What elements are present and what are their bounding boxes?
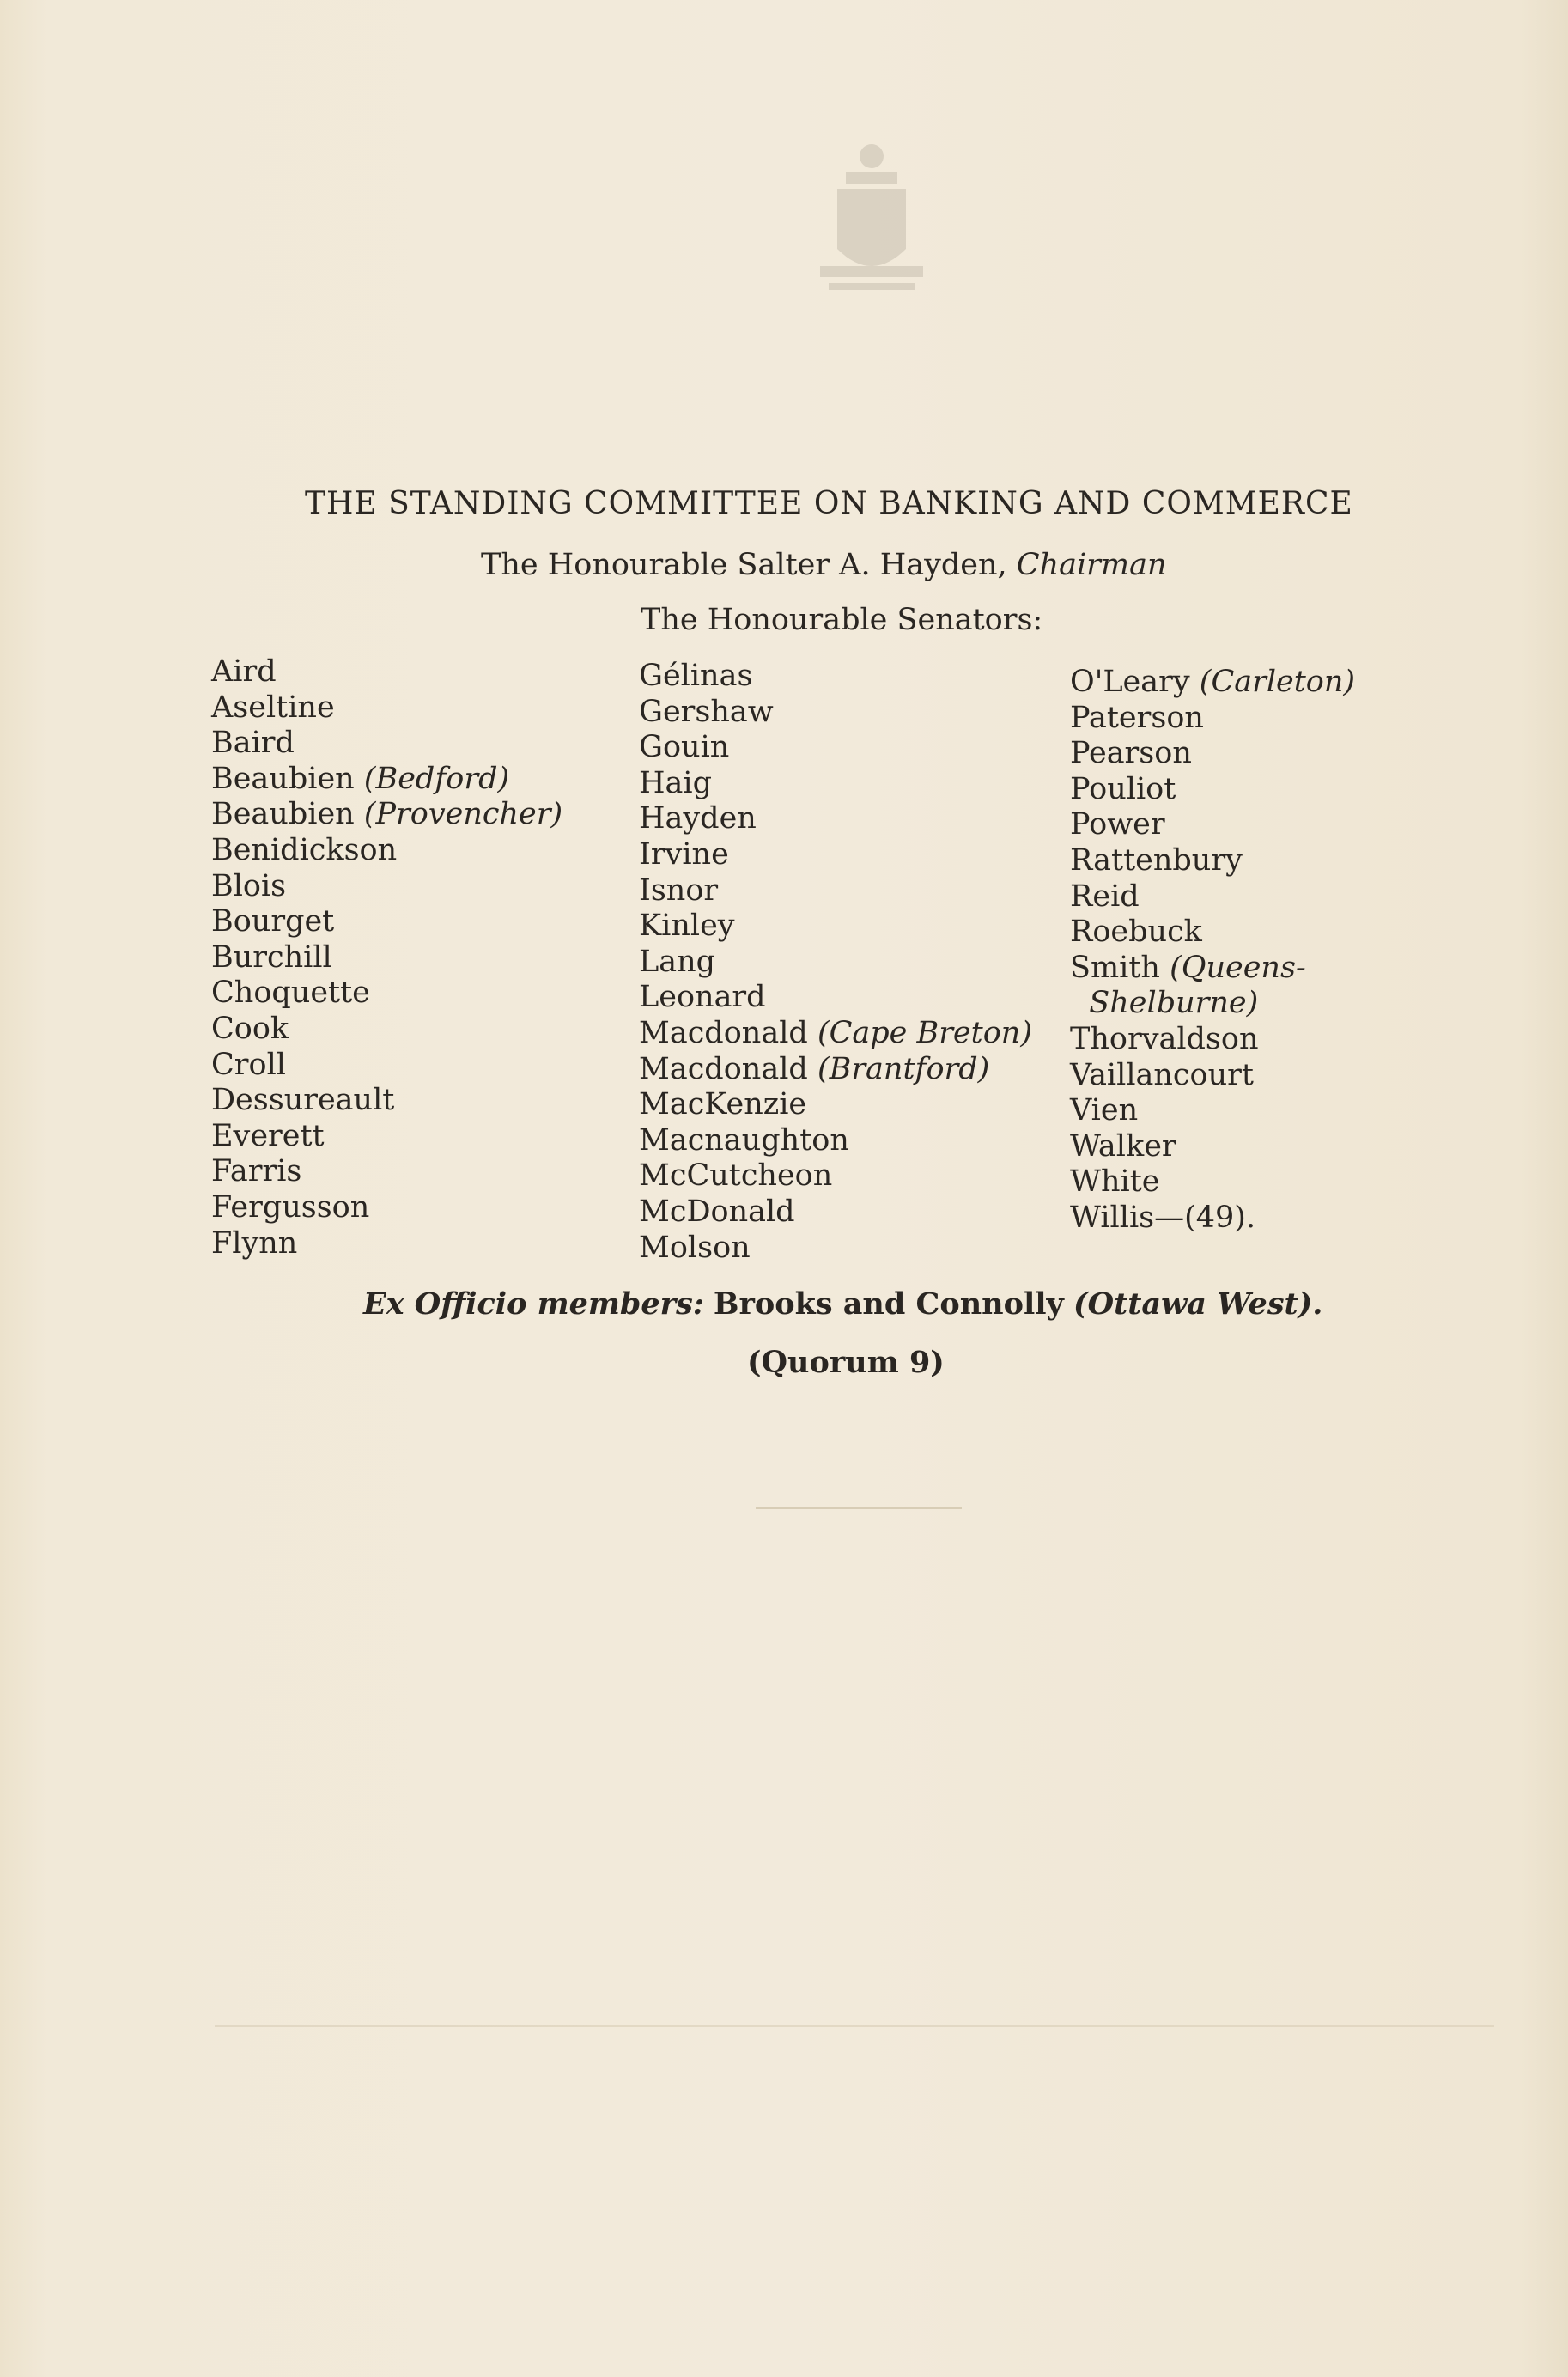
senator-entry <box>211 654 562 690</box>
senator-name: Gélinas <box>639 659 753 693</box>
senator-entry <box>211 833 562 869</box>
senator-name: White <box>1070 1164 1160 1200</box>
senator-name: Roebuck <box>1070 915 1202 950</box>
senator-entry <box>1070 736 1355 772</box>
senator-entry <box>211 1083 562 1119</box>
senator-name: Molson <box>639 1230 751 1265</box>
senator-entry <box>639 1158 1032 1195</box>
senator-entry <box>1070 843 1355 879</box>
senator-entry <box>211 1226 562 1262</box>
senator-name: Aseltine <box>211 690 335 725</box>
senator-name: Baird <box>211 726 295 761</box>
senator-name: Leonard <box>639 980 766 1015</box>
senator-list-column-1 <box>211 654 562 1261</box>
senator-list-column-3 <box>1070 665 1355 1237</box>
senator-entry <box>1070 879 1355 915</box>
senator-name: Burchill <box>211 939 332 975</box>
senator-name: Fergusson <box>211 1189 370 1225</box>
senator-entry <box>1070 1164 1355 1201</box>
senator-entry <box>639 873 1032 909</box>
ex-officio-qualifier: (Ottawa West). <box>1073 1286 1323 1322</box>
senator-name: Benidickson <box>211 832 398 867</box>
senator-name: Farris <box>211 1154 302 1189</box>
senator-qualifier: (Carleton) <box>1199 665 1356 699</box>
senator-name: Macdonald <box>639 1015 808 1050</box>
senator-entry <box>639 1123 1032 1159</box>
senator-entry <box>1070 701 1355 737</box>
senator-name: Aird <box>211 654 277 689</box>
senator-name: Walker <box>1070 1128 1176 1164</box>
faint-divider <box>215 2025 1494 2027</box>
senator-entry <box>211 1048 562 1084</box>
senator-entry <box>1070 1129 1355 1165</box>
senator-qualifier: (Cape Breton) <box>817 1015 1032 1050</box>
senator-qualifier: (Bedford) <box>363 761 510 796</box>
senator-name: Blois <box>211 868 287 903</box>
ex-officio-names: Brooks and Connolly <box>713 1286 1064 1322</box>
senator-name: Croll <box>211 1047 286 1082</box>
quorum-note: (Quorum 9) <box>747 1345 945 1380</box>
senator-name: Flynn <box>211 1225 298 1261</box>
senator-entry <box>639 909 1032 945</box>
senator-name: McDonald <box>639 1194 795 1229</box>
senator-name: Reid <box>1070 878 1140 914</box>
senator-name: Isnor <box>639 872 719 908</box>
senator-name: Smith <box>1070 950 1160 985</box>
senator-entry <box>211 797 562 833</box>
senators-label: The Honourable Senators: <box>641 603 1043 637</box>
senator-name: Macnaughton <box>639 1122 849 1158</box>
senator-name: Vien <box>1070 1093 1139 1128</box>
committee-title: THE STANDING COMMITTEE ON BANKING AND COMMERCE <box>305 486 1353 521</box>
senator-entry <box>211 1154 562 1190</box>
senator-entry <box>1070 951 1355 987</box>
senator-name: Pearson <box>1070 736 1192 771</box>
senator-entry <box>1070 807 1355 843</box>
chairman-line <box>481 548 1167 582</box>
senator-entry <box>211 762 562 798</box>
senator-name: Thorvaldson <box>1070 1021 1259 1056</box>
senator-list-column-2 <box>639 659 1032 1266</box>
senator-qualifier: (Brantford) <box>817 1051 990 1086</box>
coat-of-arms-emblem <box>811 137 932 309</box>
senator-entry <box>211 1119 562 1155</box>
senator-entry <box>1070 1058 1355 1094</box>
ex-officio-label: Ex Officio members: <box>363 1286 704 1322</box>
senator-name: Kinley <box>639 909 735 944</box>
senator-name: Paterson <box>1070 700 1204 735</box>
senator-name: Irvine <box>639 836 729 872</box>
faint-divider <box>756 1507 962 1509</box>
senator-name: Bourget <box>211 904 335 939</box>
senator-entry <box>639 801 1032 837</box>
senator-name: Beaubien <box>211 797 355 832</box>
senator-name: Cook <box>211 1011 289 1046</box>
senator-entry <box>1070 665 1355 701</box>
senator-name: Rattenbury <box>1070 842 1243 878</box>
senator-entry <box>639 837 1032 873</box>
senator-qualifier: Shelburne) <box>1089 986 1259 1021</box>
senator-name: Dessureault <box>211 1083 395 1118</box>
senator-entry <box>211 940 562 976</box>
senator-entry <box>639 659 1032 695</box>
senator-entry <box>211 976 562 1012</box>
senator-name: Power <box>1070 807 1165 842</box>
senator-name: Lang <box>639 944 716 979</box>
senator-name: Gershaw <box>639 694 774 729</box>
senator-name: McCutcheon <box>639 1158 833 1194</box>
senator-entry <box>1070 986 1355 1022</box>
senator-name: O'Leary <box>1070 665 1190 699</box>
senator-name: Everett <box>211 1118 325 1153</box>
senator-name: Pouliot <box>1070 771 1176 806</box>
senator-name: Gouin <box>639 730 730 765</box>
senator-name: Vaillancourt <box>1070 1057 1254 1092</box>
senator-qualifier: (Provencher) <box>363 797 563 832</box>
senator-entry <box>211 904 562 940</box>
senator-entry <box>639 1016 1032 1052</box>
senator-entry <box>211 1190 562 1226</box>
senator-name: Choquette <box>211 976 370 1011</box>
senator-entry <box>1070 1022 1355 1058</box>
senator-entry <box>639 1087 1032 1123</box>
senator-entry <box>211 690 562 726</box>
senator-name: Willis—(49). <box>1070 1200 1256 1235</box>
senator-name: MacKenzie <box>639 1087 807 1122</box>
senator-entry <box>639 1231 1032 1267</box>
senator-name: Hayden <box>639 801 757 836</box>
senator-entry <box>1070 772 1355 808</box>
senator-entry <box>1070 915 1355 951</box>
ex-officio-line <box>363 1286 1322 1322</box>
senator-entry <box>1070 1201 1355 1237</box>
senator-entry <box>1070 1093 1355 1129</box>
senator-entry <box>639 1052 1032 1088</box>
senator-entry <box>639 766 1032 802</box>
senator-name: Macdonald <box>639 1051 808 1086</box>
senator-entry <box>639 945 1032 981</box>
chairman-role: Chairman <box>1016 548 1167 582</box>
senator-entry <box>211 869 562 905</box>
senator-entry <box>639 730 1032 766</box>
senator-qualifier: (Queens- <box>1170 950 1306 985</box>
senator-name: Beaubien <box>211 761 355 796</box>
senator-entry <box>639 695 1032 731</box>
senator-entry <box>211 1012 562 1048</box>
chairman-name: The Honourable Salter A. Hayden, <box>481 548 1007 582</box>
senator-entry <box>639 1195 1032 1231</box>
senator-entry <box>639 980 1032 1016</box>
senator-entry <box>211 726 562 762</box>
senator-name: Haig <box>639 765 712 800</box>
